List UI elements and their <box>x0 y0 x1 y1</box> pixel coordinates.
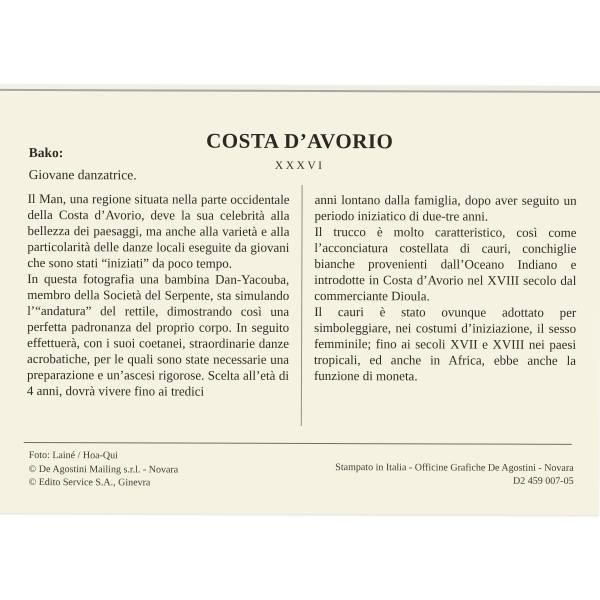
article-paragraph: Il trucco è molto caratteristico, così come l’acconciatura costellata di cauri, conchiglie bianche provenienti dall’Oceano Indiano e introdotte in Costa d’Avorio nel XVIII secolo dal commerciante Dioula. <box>314 223 577 304</box>
article-paragraph: anni lontano dalla famiglia, dopo aver seguito un periodo iniziatico di due-tre anni. <box>314 191 577 224</box>
card-number: XXXVI <box>274 159 325 173</box>
print-info-line: Stampato in Italia - Officine Grafiche De Agostini - Novara <box>335 462 574 474</box>
article-column-right <box>314 192 577 401</box>
card-title: COSTA D’AVORIO <box>206 128 394 154</box>
catalog-number: D2 459 007-05 <box>513 475 574 487</box>
publisher-credit-line-2: © Edito Service S.A., Ginevra <box>28 476 151 489</box>
article-paragraph: Il Man, una regione situata nella parte occidentale della Costa d’Avorio, deve la sua celebrità alla bellezza dei paesaggi, ma anche alla varietà e alla particolarità delle danze locali eseguite da giovani che sono stati “iniziati” da poco tempo. <box>27 190 290 271</box>
credits-block <box>29 449 179 490</box>
footer-rule <box>24 442 572 445</box>
subject-description: Giovane danzatrice. <box>28 166 137 183</box>
postcard-back <box>0 84 600 515</box>
subject-name: Bako: <box>28 144 64 161</box>
article-paragraph: In questa fotografia una bambina Dan-Yacouba, membro della Società del Serpente, sta simulando l’“andatura” del rettile, dimostrando così una perfetta padronanza del proprio corpo. In seguito effettuerà, con i suoi coetanei, straordinarie danze acrobatiche, per le quali sono state necessarie una preparazione e un’ascesi rigorose. Scelta all’età di 4 anni, dovrà vivere fino ai tredici <box>26 270 290 399</box>
print-info-block <box>335 462 573 488</box>
card-top-edge <box>0 84 600 93</box>
photo-credit-line: Foto: Lainé / Hoa-Qui <box>28 449 118 462</box>
article-paragraph: Il cauri è stato ovunque adottato per simboleggiare, nei costumi d’iniziazione, il sesso femminile; fino ai secoli XVII e XVIII nei paesi tropicali, ed anche in Africa, ebbe anche la funzione di moneta. <box>313 303 577 384</box>
article-column-left <box>27 191 290 400</box>
publisher-credit-line: © De Agostini Mailing s.r.l. - Novara <box>28 463 179 476</box>
